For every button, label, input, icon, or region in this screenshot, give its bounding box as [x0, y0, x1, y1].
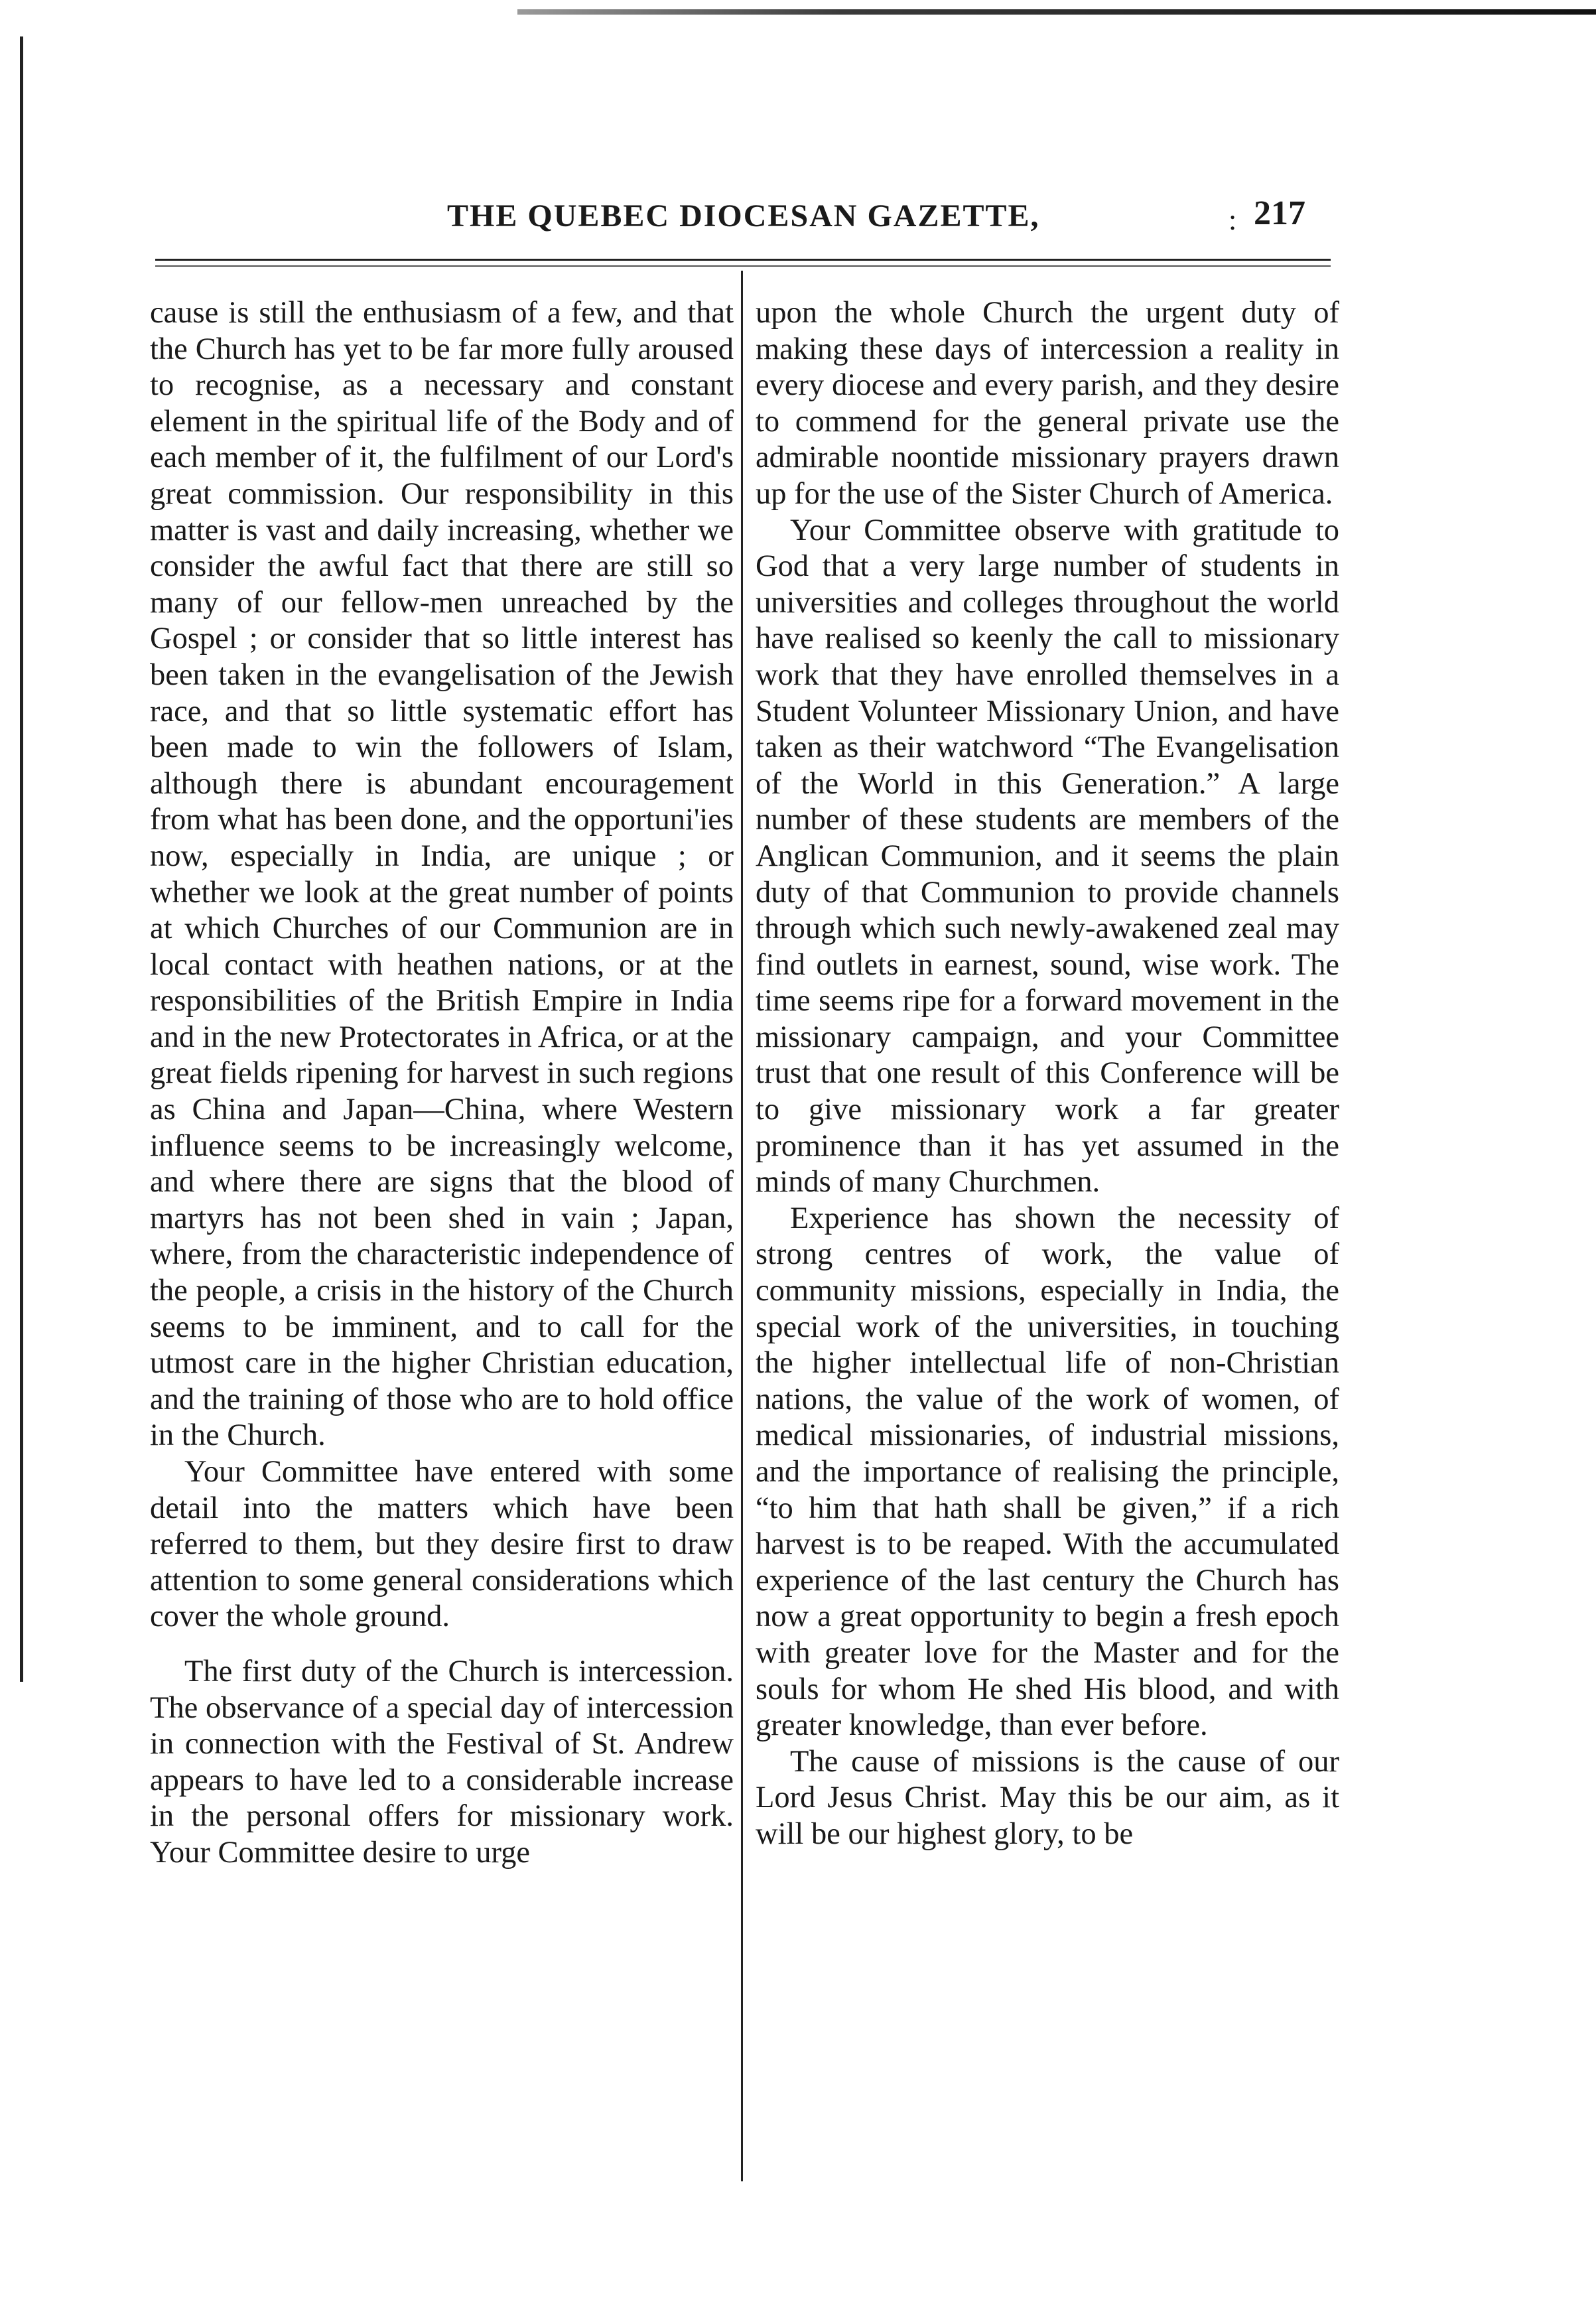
page-edge: [20, 36, 23, 1682]
page-number: 217: [1254, 194, 1305, 232]
header-rule: [155, 259, 1331, 261]
paragraph: Experience has shown the necessity of strong centres of work, the value of community missions, especially in India, the special work of the universities, in touching the higher intellectual life of non-Christian nations, the value of the work of women, of medical missionaries, of industrial missions, and the importance of realising the principle, “to him that hath shall be given,” if a rich harvest is to be reaped. With the accumulated experience of the last century the Church has now a great opportunity to begin a fresh epoch with greater love for the Master and for the souls for whom He shed His blood, and with greater knowledge, than ever before.: [756, 1201, 1339, 1743]
header-rule-thin: [155, 265, 1331, 267]
paragraph: cause is still the enthusiasm of a few, and that the Church has yet to be far more fully aroused to recognise, as a necessary and constant element in the spiritual life of the Body and of each member of it, the fulfilment of our Lord's great commission. Our responsibility in this matter is vast and daily increasing, whether we consider the awful fact that there are still so many of our fellow-men unreached by the Gospel ; or consider that so little interest has been taken in the evangelisation of the Jewish race, and that so little systematic effort has been made to win the followers of Islam, although there is abundant encouragement from what has been done, and the opportuni'ies now, especially in India, are unique ; or whether we look at the great number of points at which Churches of our Communion are in local contact with heathen nations, or at the responsibilities of the British Empire in India and in the new Protectorates in Africa, or at the great fields ripening for harvest in such regions as China and Japan—China, where Western influence seems to be increasingly welcome, and where there are signs that the blood of martyrs has not been shed in vain ; Japan, where, from the characteristic independence of the people, a crisis in the history of the Church seems to be imminent, and to call for the utmost care in the higher Christian education, and the training of those who are to hold office in the Church.: [150, 296, 734, 1453]
paragraph: The first duty of the Church is intercession. The observance of a special day of intercession in connection with the Festival of St. Andrew appears to have led to a considerable increase in the personal offers for missionary work. Your Committee desire to urge: [150, 1654, 734, 1870]
paragraph: Your Committee observe with gratitude to God that a very large number of students in universities and colleges throughout the world have realised so keenly the call to missionary work that they have enrolled themselves in a Student Volunteer Missionary Union, and have taken as their watchword “The Evangelisation of the World in this Generation.” A large number of these students are members of the Anglican Communion, and it seems the plain duty of that Communion to provide channels through which such newly-awakened zeal may find outlets in earnest, sound, wise work. The time seems ripe for a forward movement in the missionary campaign, and your Committee trust that one result of this Conference will be to give missionary work a far greater prominence than it has yet assumed in the minds of many Churchmen.: [756, 513, 1339, 1199]
page-header: [155, 194, 1331, 253]
right-column: [756, 295, 1339, 1853]
page-title: THE QUEBEC DIOCESAN GAZETTE,: [447, 198, 1040, 234]
paragraph: Your Committee have entered with some detail into the matters which have been referred to them, but they desire first to draw attention to some general considerations which cover the whole ground.: [150, 1455, 734, 1634]
paragraph: upon the whole Church the urgent duty of making these days of intercession a reality in every diocese and every parish, and they desire to commend for the general private use the admirable noontide missionary prayers drawn up for the use of the Sister Church of America.: [756, 296, 1339, 511]
left-column: [150, 295, 734, 1872]
top-rule: [517, 9, 1596, 15]
column-divider: [741, 271, 743, 2181]
header-mark: :: [1229, 204, 1237, 236]
paragraph: The cause of missions is the cause of our Lord Jesus Christ. May this be our aim, as it will be our highest glory, to be: [756, 1744, 1339, 1851]
